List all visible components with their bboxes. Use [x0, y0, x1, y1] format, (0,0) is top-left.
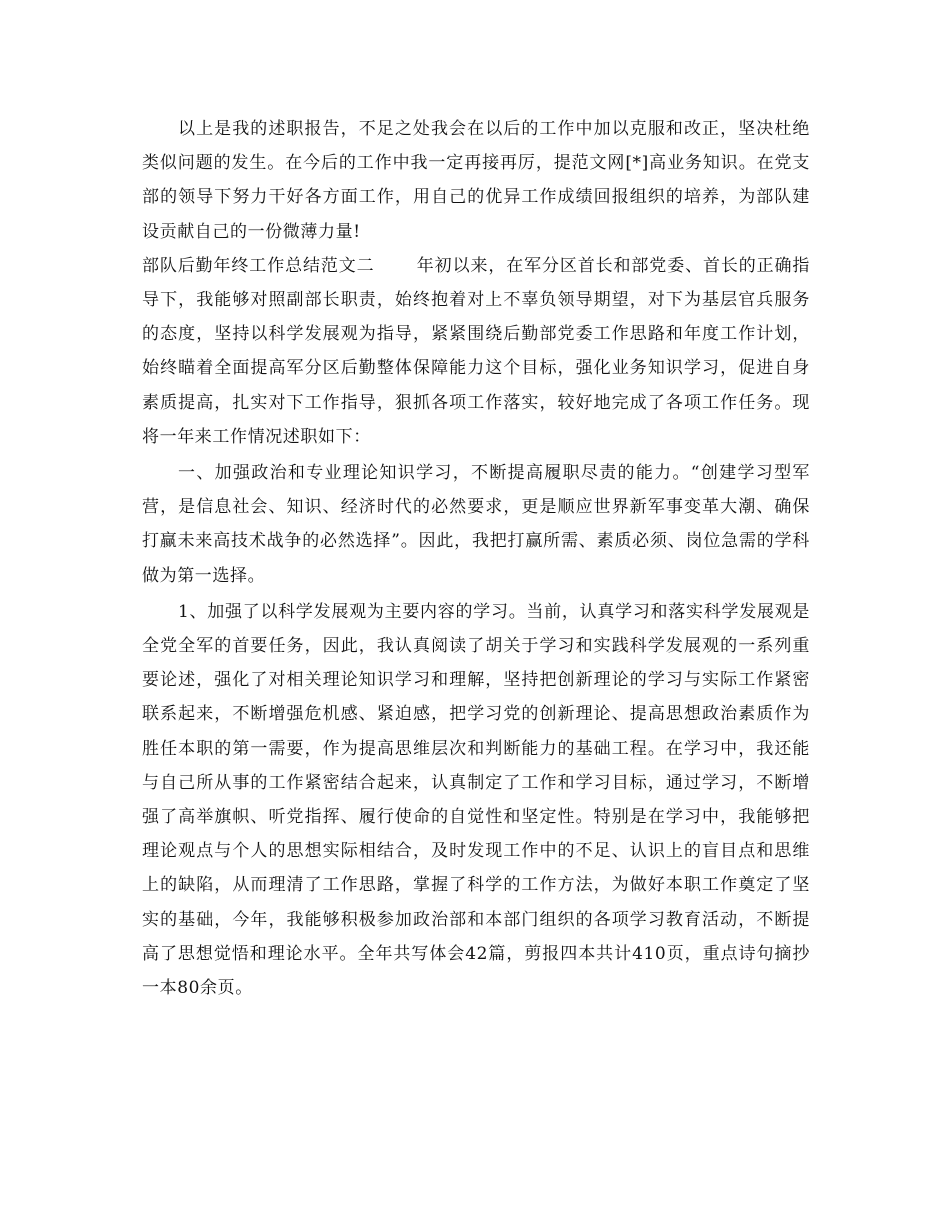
- paragraph-intro-text: 年初以来，在军分区首长和部党委、首长的正确指导下，我能够对照副部长职责，始终抱着对上不辜负领导期望，对下为基层官兵服务的态度，坚持以科学发展观为指导，紧紧围绕后勤部党委工作思路和年度工作计划，始终瞄着全面提高军分区后勤整体保障能力这个目标，强化业务知识学习，促进自身素质提高，扎实对下工作指导，狠抓各项工作落实，较好地完成了各项工作任务。现将一年来工作情况述职如下：: [142, 255, 810, 447]
- paragraph-item-one: 1、加强了以科学发展观为主要内容的学习。当前，认真学习和落实科学发展观是全党全军的首要任务，因此，我认真阅读了胡关于学习和实践科学发展观的一系列重要论述，强化了对相关理论知识学习和理解，坚持把创新理论的学习与实际工作紧密联系起来，不断增强危机感、紧迫感，把学习党的创新理论、提高思想政治素质作为胜任本职的第一需要，作为提高思维层次和判断能力的基础工程。在学习中，我还能与自己所从事的工作紧密结合起来，认真制定了工作和学习目标，通过学习，不断增强了高举旗帜、听党指挥、履行使命的自觉性和坚定性。特别是在学习中，我能够把理论观点与个人的思想实际相结合，及时发现工作中的不足、认识上的盲目点和思维上的缺陷，从而理清了工作思路，掌握了科学的工作方法，为做好本职工作奠定了坚实的基础，今年，我能够积极参加政治部和本部门组织的各项学习教育活动，不断提高了思想觉悟和理论水平。全年共写体会42篇，剪报四本共计410页，重点诗句摘抄一本80余页。: [142, 601, 810, 999]
- paragraph-section-one: 一、加强政治和专业理论知识学习，不断提高履职尽责的能力。“创建学习型军营，是信息社会、知识、经济时代的必然要求，更是顺应世界新军事变革大潮、确保打赢未来高技术战争的必然选择”。因此，我把打赢所需、素质必须、岗位急需的学科做为第一选择。: [142, 463, 810, 586]
- document-body: [142, 112, 810, 1005]
- section-title: 部队后勤年终工作总结范文二: [142, 255, 375, 276]
- paragraph-summary-intro: [142, 249, 810, 454]
- paragraph-closing-report: 以上是我的述职报告，不足之处我会在以后的工作中加以克服和改正，坚决杜绝类似问题的发生。在今后的工作中我一定再接再厉，提范文网[*]高业务知识。在党支部的领导下努力干好各方面工作，用自己的优异工作成绩回报组织的培养，为部队建设贡献自己的一份微薄力量!: [142, 119, 810, 242]
